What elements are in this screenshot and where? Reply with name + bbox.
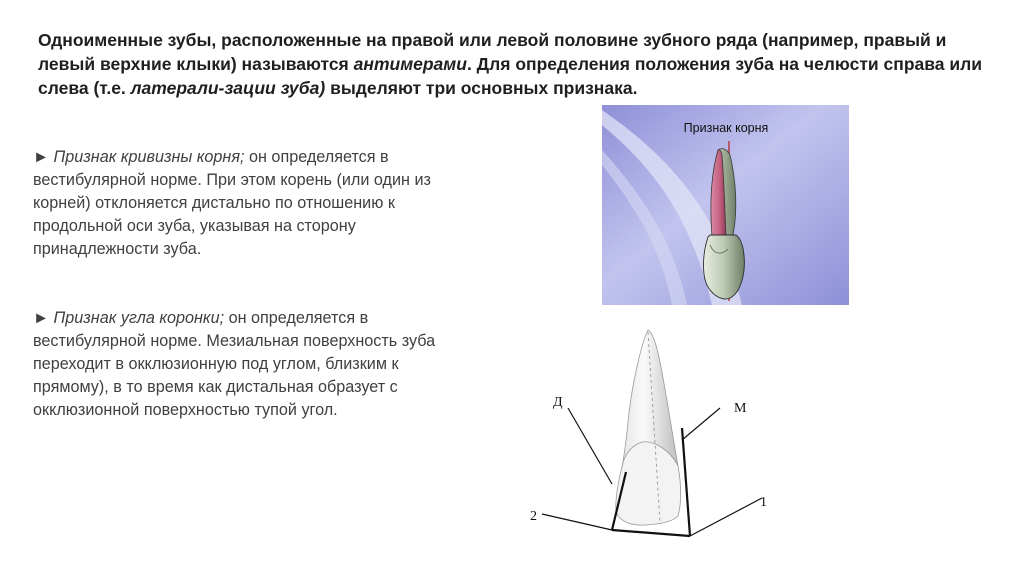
label-m-leader xyxy=(682,408,720,440)
intro-text-2: . Для определения положения зуба на челюсти справа или слева (т.е. xyxy=(38,54,983,98)
mesial-line xyxy=(682,428,690,536)
occlusal-line xyxy=(612,530,690,536)
root-sign-illustration xyxy=(602,105,849,305)
intro-text-3: выделяют три основных признака. xyxy=(325,78,638,98)
intro-paragraph xyxy=(38,28,988,100)
crown-angle-paragraph xyxy=(33,307,473,422)
label-d-leader xyxy=(568,408,612,484)
crown-angle-text: он определяется в вестибулярной норме. Мезиальная поверхность зуба переходит в окклюзионную под углом, близким к прямому), в то время как дистальная образует с окклюзионной поверхностью тупой угол. xyxy=(33,309,436,419)
label-1-leader xyxy=(690,498,762,536)
root-sign-caption: Признак корня xyxy=(683,121,769,135)
label-m: М xyxy=(734,401,747,416)
root-curvature-paragraph xyxy=(33,146,473,261)
label-2: 2 xyxy=(530,509,537,524)
label-d: Д xyxy=(553,395,563,410)
root-curvature-text: он определяется в вестибулярной норме. При этом корень (или один из корней) отклоняется дистально по отношению к продольной оси зуба, указывая на сторону принадлежности зуба. xyxy=(33,148,431,258)
crown-angle-svg xyxy=(520,322,770,552)
intro-term-lateralization: латерали-зации зуба) xyxy=(130,78,326,98)
label-2-leader xyxy=(542,514,612,530)
intro-text-1: Одноименные зубы, расположенные на правой или левой половине зубного ряда (например, правый и левый верхние клыки) называются xyxy=(38,30,947,74)
root-sign-svg xyxy=(602,105,849,305)
crown-angle-illustration xyxy=(520,322,770,552)
bullet-arrow: ► xyxy=(33,309,50,327)
label-1: 1 xyxy=(760,495,767,510)
crown-angle-title: Признак угла коронки; xyxy=(53,309,225,327)
bullet-arrow: ► xyxy=(33,148,50,166)
tooth-crown xyxy=(704,235,745,299)
root-curvature-title: Признак кривизны корня; xyxy=(53,148,245,166)
intro-term-antimers: антимерами xyxy=(353,54,467,74)
